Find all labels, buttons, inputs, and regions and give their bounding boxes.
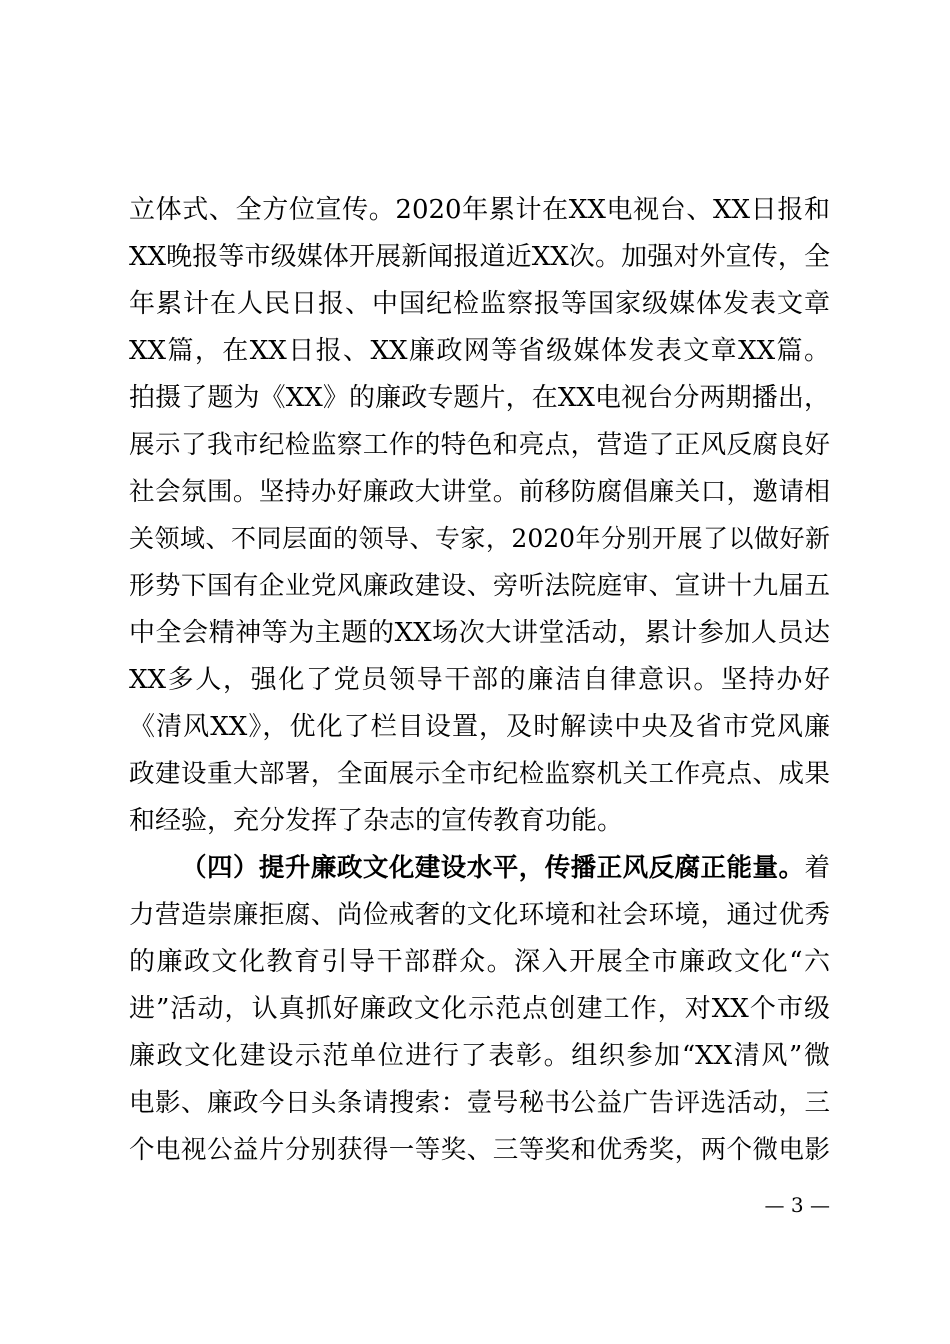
paragraph-first-line [181, 845, 830, 891]
paragraph-line: 电影、廉政今日头条请搜索：壹号秘书公益广告评选活动，三 [129, 1088, 830, 1118]
heading-trailing-text: 着 [804, 853, 830, 883]
paragraph-line: 拍摄了题为《XX》的廉政专题片，在XX电视台分两期播出， [129, 383, 830, 413]
paragraph-line: 力营造崇廉拒腐、尚俭戒奢的文化环境和社会环境，通过优秀 [129, 900, 830, 930]
paragraph-line: 关领域、不同层面的领导、专家，2020年分别开展了以做好新 [129, 524, 830, 553]
paragraph-line: 立体式、全方位宣传。2020年累计在XX电视台、XX日报和 [129, 195, 830, 225]
paragraph-line: XX篇，在XX日报、XX廉政网等省级媒体发表文章XX篇。 [129, 336, 830, 366]
paragraph-line: XX晚报等市级媒体开展新闻报道近XX次。加强对外宣传，全 [129, 242, 830, 272]
paragraph-line: 社会氛围。坚持办好廉政大讲堂。前移防腐倡廉关口，邀请相 [129, 477, 830, 507]
paragraph-line: 中全会精神等为主题的XX场次大讲堂活动，累计参加人员达 [129, 618, 830, 648]
page-number: — 3 — [764, 1193, 830, 1217]
paragraph-line: 《清风XX》，优化了栏目设置，及时解读中央及省市党风廉 [129, 712, 830, 742]
paragraph-line: 进”活动，认真抓好廉政文化示范点创建工作，对XX个市级 [129, 994, 830, 1024]
paragraph-line: 年累计在人民日报、中国纪检监察报等国家级媒体发表文章 [129, 289, 830, 319]
paragraph-line: 个电视公益片分别获得一等奖、三等奖和优秀奖，两个微电影 [129, 1135, 830, 1165]
paragraph-line: 和经验，充分发挥了杂志的宣传教育功能。 [129, 806, 624, 836]
paragraph-line: 廉政文化建设示范单位进行了表彰。组织参加“XX清风”微 [129, 1041, 830, 1071]
paragraph-line: XX多人，强化了党员领导干部的廉洁自律意识。坚持办好 [129, 665, 830, 695]
paragraph-line: 展示了我市纪检监察工作的特色和亮点，营造了正风反腐良好 [129, 430, 830, 460]
section-heading: （四）提升廉政文化建设水平，传播正风反腐正能量。 [181, 853, 805, 883]
paragraph-line: 政建设重大部署，全面展示全市纪检监察机关工作亮点、成果 [129, 759, 830, 789]
paragraph-line: 的廉政文化教育引导干部群众。深入开展全市廉政文化“六 [129, 947, 830, 977]
paragraph-line: 形势下国有企业党风廉政建设、旁听法院庭审、宣讲十九届五 [129, 571, 830, 601]
